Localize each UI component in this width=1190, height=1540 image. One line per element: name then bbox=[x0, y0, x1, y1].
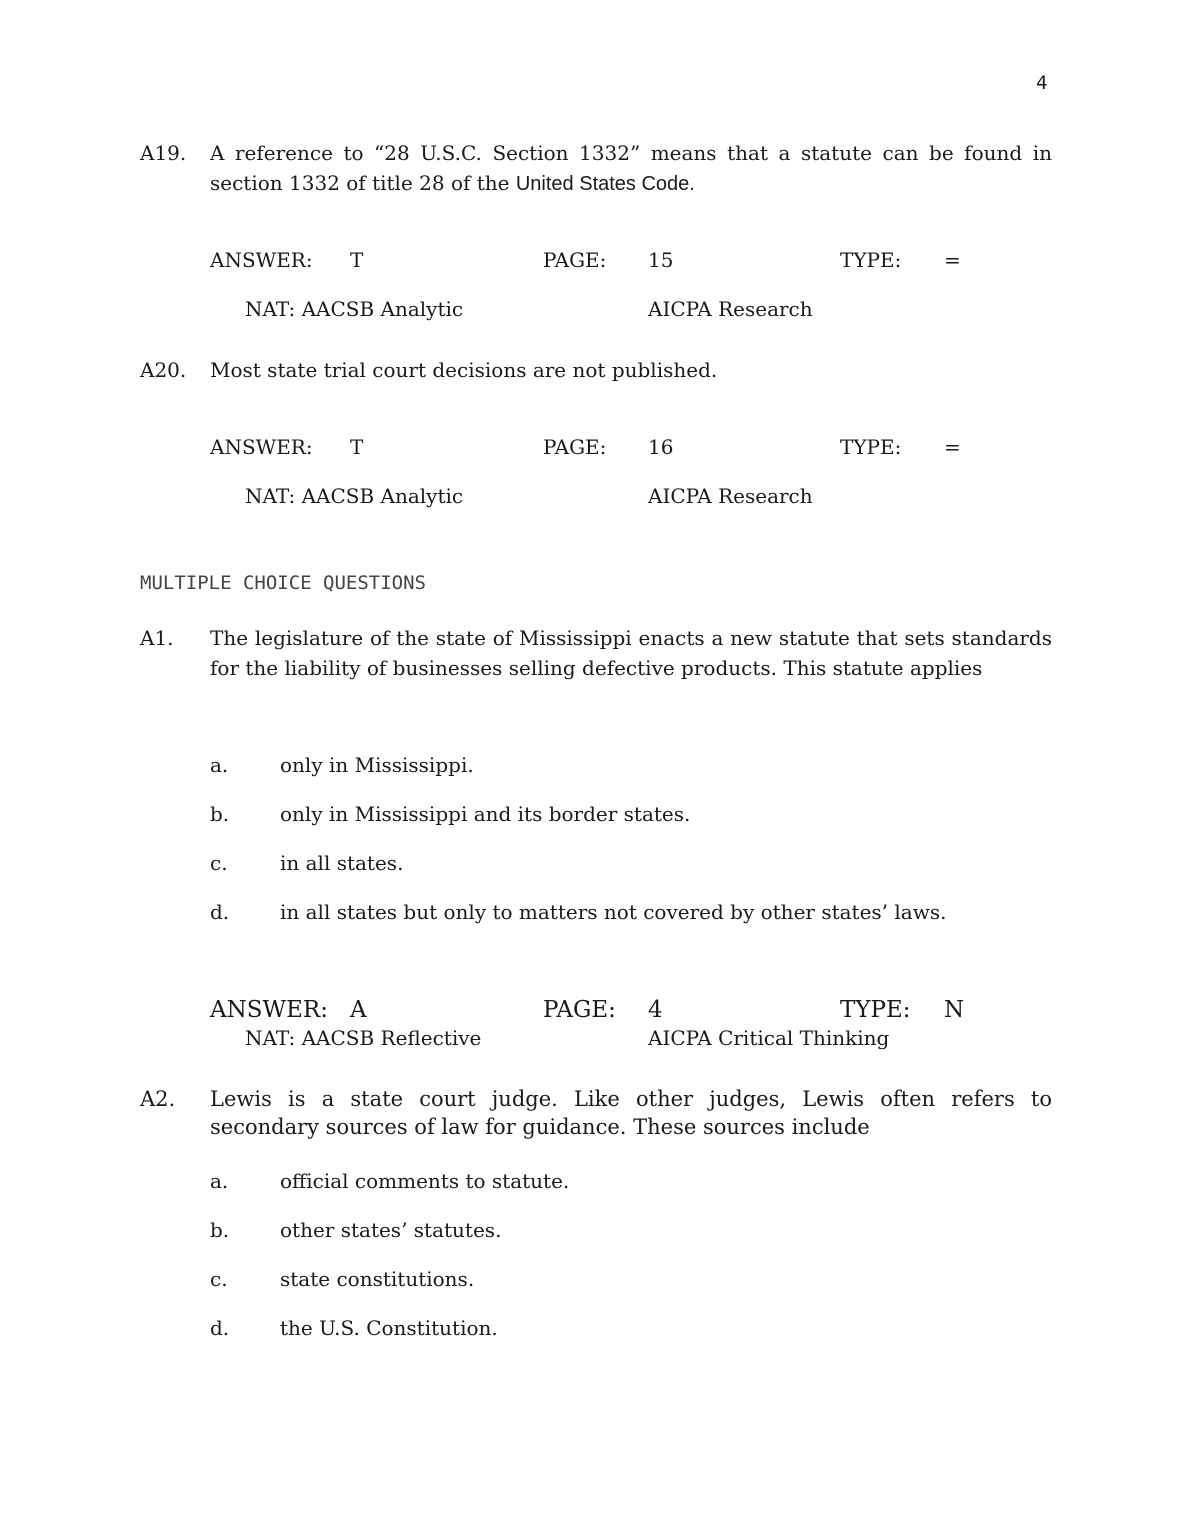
option-letter: d. bbox=[210, 1316, 230, 1340]
option-letter: c. bbox=[210, 1267, 228, 1291]
answer-label: ANSWER: bbox=[210, 997, 328, 1023]
type-label: TYPE: bbox=[840, 435, 902, 459]
section-heading: MULTIPLE CHOICE QUESTIONS bbox=[140, 572, 426, 594]
tag-row-a19 bbox=[245, 297, 945, 327]
page-label: PAGE: bbox=[543, 997, 616, 1023]
question-text-code-title: United States Code. bbox=[515, 173, 695, 195]
option-letter: c. bbox=[210, 851, 228, 875]
question-a20 bbox=[140, 355, 1052, 385]
tag-row-a20 bbox=[245, 484, 945, 514]
option-letter: b. bbox=[210, 1218, 230, 1242]
option-letter: a. bbox=[210, 1169, 229, 1193]
page-value: 15 bbox=[648, 248, 674, 272]
type-value: = bbox=[944, 248, 961, 272]
aicpa-tag: AICPA Research bbox=[648, 484, 813, 508]
option-text: in all states but only to matters not covered by other states’ laws. bbox=[280, 900, 947, 924]
option-text: only in Mississippi and its border states. bbox=[280, 802, 691, 826]
type-label: TYPE: bbox=[840, 248, 902, 272]
tag-row-a1 bbox=[245, 1026, 945, 1056]
nat-tag: NAT: AACSB Analytic bbox=[245, 297, 464, 321]
answer-value: T bbox=[350, 248, 364, 272]
nat-tag: NAT: AACSB Analytic bbox=[245, 484, 464, 508]
option-letter: d. bbox=[210, 900, 230, 924]
page-label: PAGE: bbox=[543, 248, 607, 272]
question-a1 bbox=[140, 623, 1052, 683]
page-value: 4 bbox=[648, 997, 663, 1023]
option-text: state constitutions. bbox=[280, 1267, 475, 1291]
page-value: 16 bbox=[648, 435, 674, 459]
option-text: in all states. bbox=[280, 851, 404, 875]
question-text: The legislature of the state of Mississippi enacts a new statute that sets standards for the liability of businesses selling defective products. This statute applies bbox=[210, 626, 1052, 680]
question-number: A2. bbox=[140, 1087, 176, 1111]
aicpa-tag: AICPA Critical Thinking bbox=[648, 1026, 890, 1050]
option-text: other states’ statutes. bbox=[280, 1218, 502, 1242]
question-a2 bbox=[140, 1085, 1052, 1141]
type-value: N bbox=[944, 997, 965, 1023]
option-text: the U.S. Constitution. bbox=[280, 1316, 498, 1340]
question-text: Most state trial court decisions are not published. bbox=[210, 358, 718, 382]
type-label: TYPE: bbox=[840, 997, 911, 1023]
option-text: official comments to statute. bbox=[280, 1169, 570, 1193]
nat-tag: NAT: AACSB Reflective bbox=[245, 1026, 482, 1050]
question-a19 bbox=[140, 138, 1052, 199]
question-text: Lewis is a state court judge. Like other judges, Lewis often refers to secondary sources of law for guidance. These sources include bbox=[210, 1087, 1052, 1139]
page-label: PAGE: bbox=[543, 435, 607, 459]
option-letter: b. bbox=[210, 802, 230, 826]
question-number: A1. bbox=[140, 626, 174, 650]
question-number: A20. bbox=[140, 358, 187, 382]
type-value: = bbox=[944, 435, 961, 459]
answer-row-a19 bbox=[210, 248, 1010, 278]
answer-value: T bbox=[350, 435, 364, 459]
answer-label: ANSWER: bbox=[210, 248, 313, 272]
answer-value: A bbox=[350, 997, 367, 1023]
answer-row-a1 bbox=[210, 997, 1010, 1027]
question-number: A19. bbox=[140, 141, 187, 165]
aicpa-tag: AICPA Research bbox=[648, 297, 813, 321]
page-number: 4 bbox=[1036, 72, 1048, 94]
answer-row-a20 bbox=[210, 435, 1010, 465]
question-text-main: A reference to “28 U.S.C. Section 1332” means that a statute can be found in section 1332 of title 28 of the bbox=[210, 141, 1052, 195]
option-letter: a. bbox=[210, 753, 229, 777]
question-text bbox=[210, 138, 1052, 199]
option-text: only in Mississippi. bbox=[280, 753, 474, 777]
answer-label: ANSWER: bbox=[210, 435, 313, 459]
